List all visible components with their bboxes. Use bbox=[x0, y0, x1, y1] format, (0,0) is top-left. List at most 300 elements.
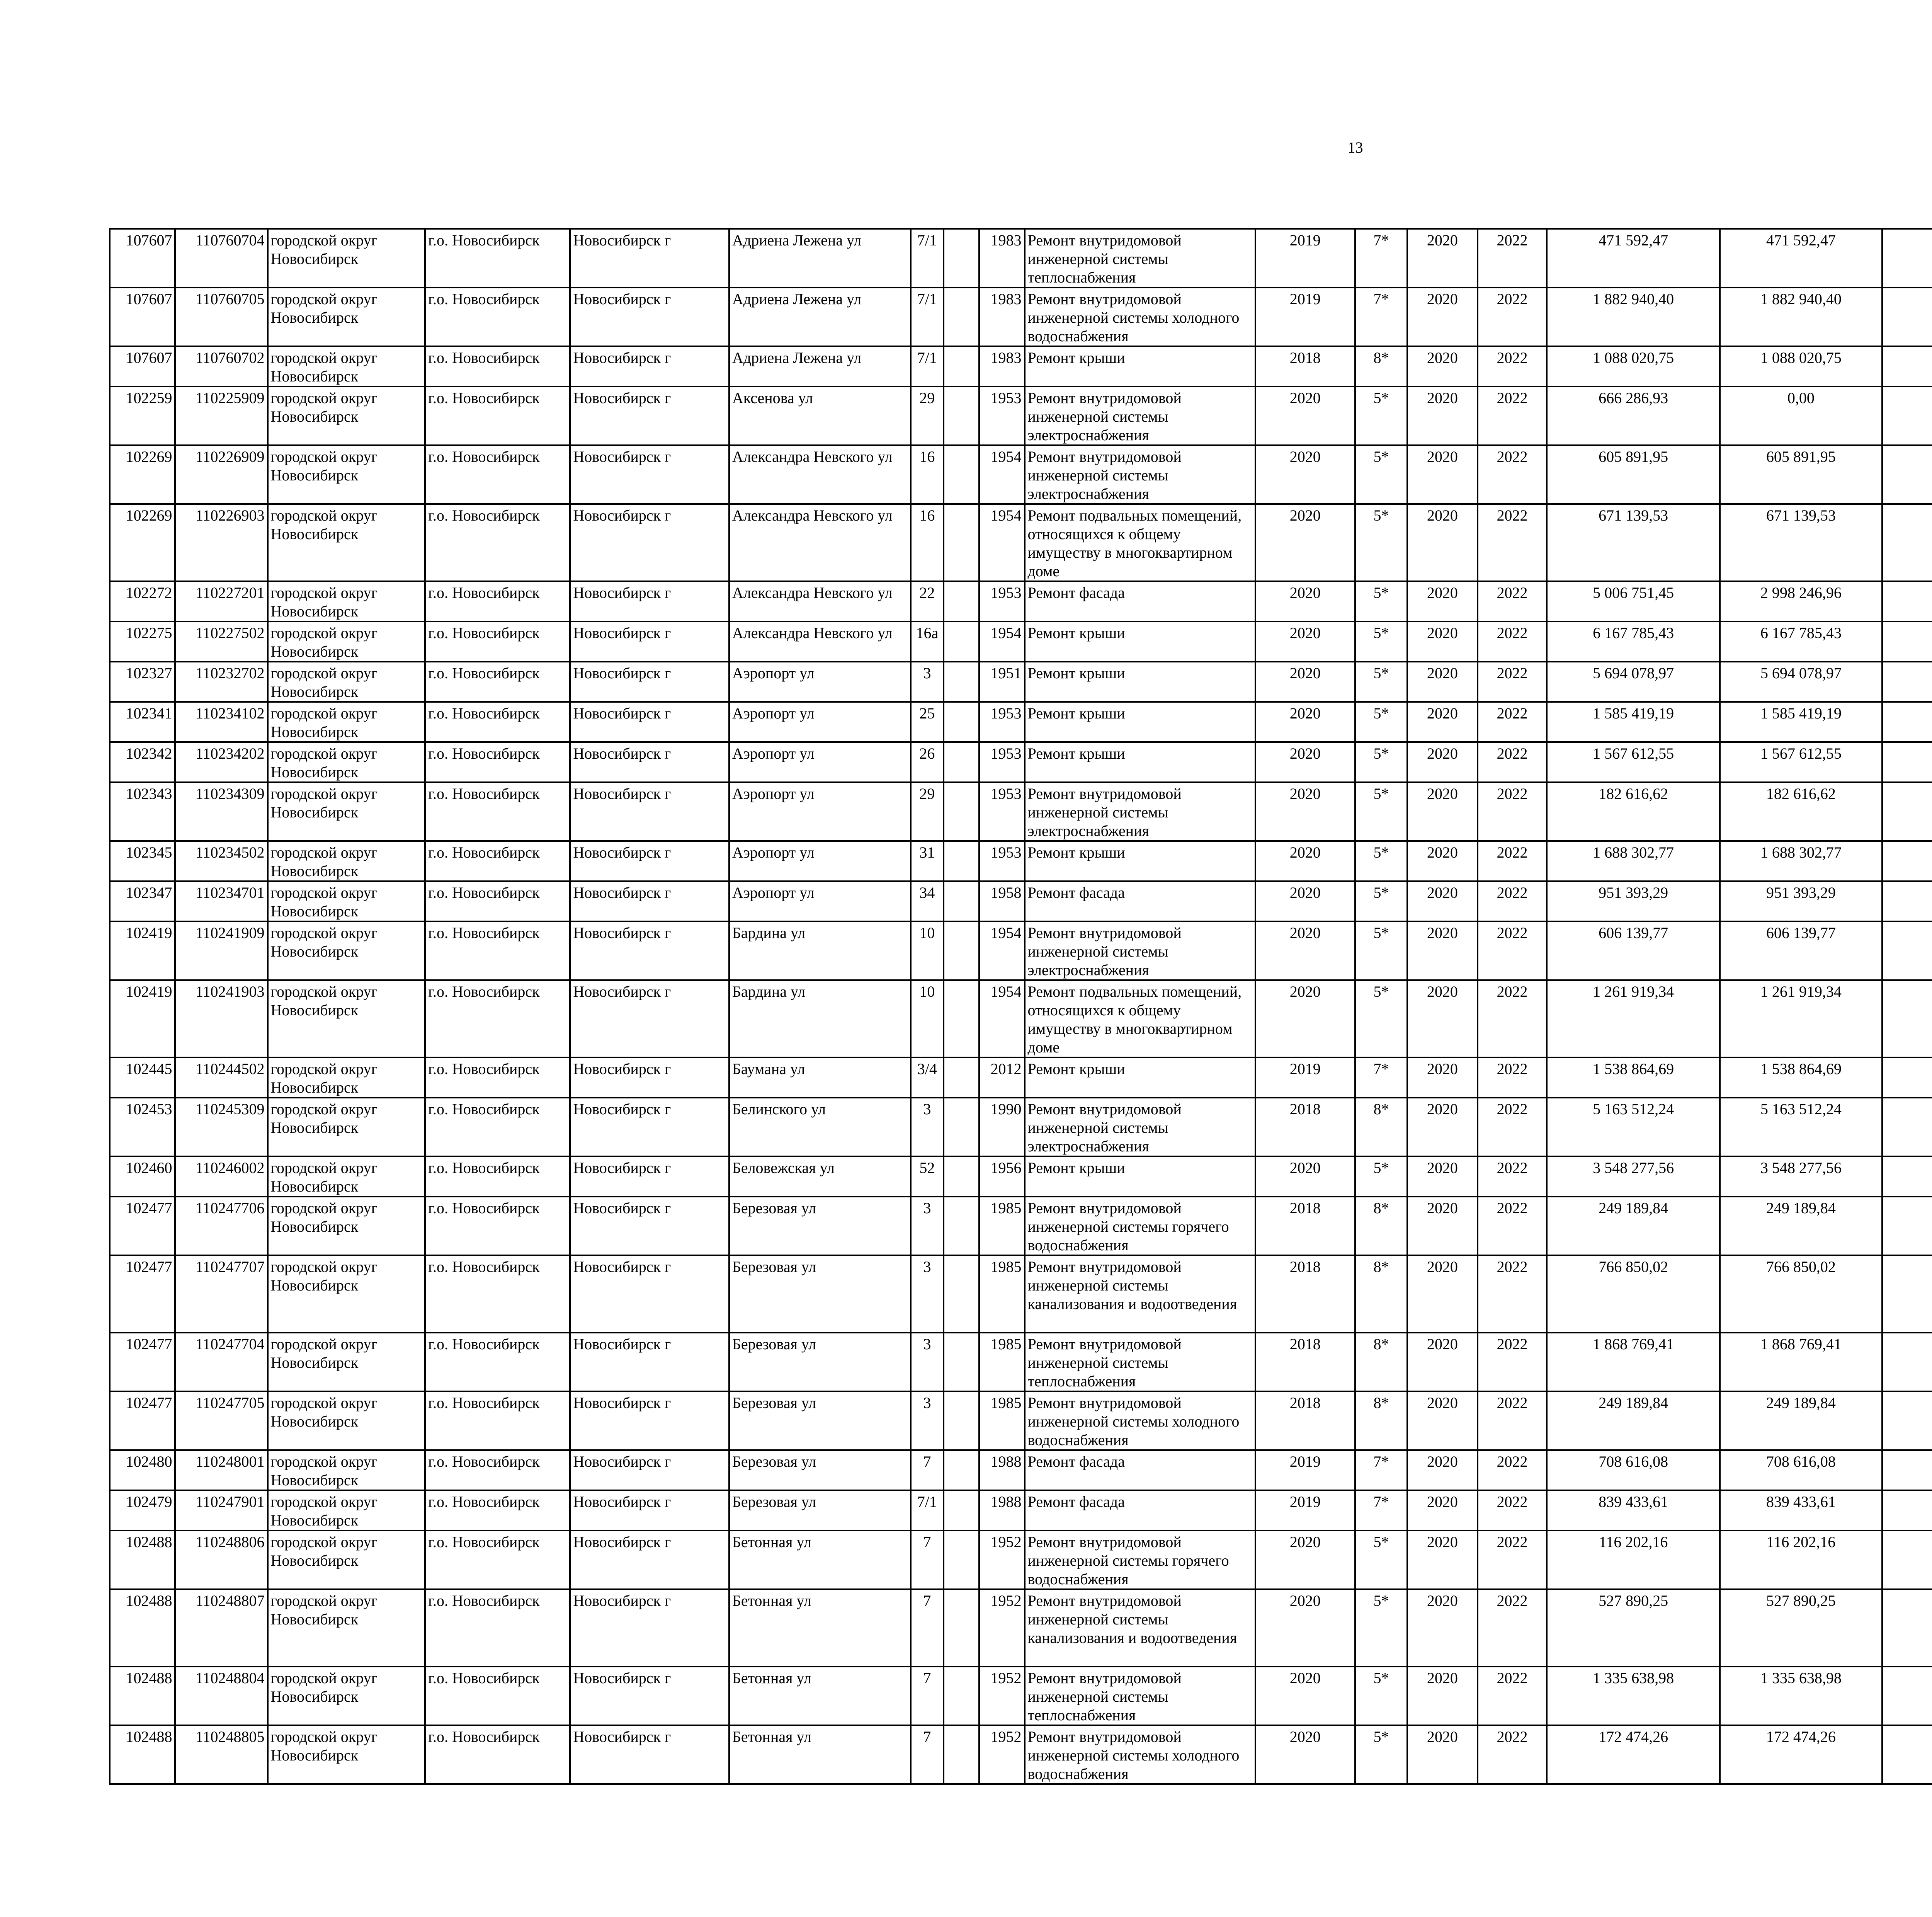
cell-building bbox=[944, 346, 980, 386]
cell-fund-cost: 1 882 940,40 bbox=[1720, 288, 1882, 346]
cell-fund-cost: 182 616,62 bbox=[1720, 782, 1882, 841]
cell-budget-federal bbox=[1882, 881, 1932, 921]
cell-municipality: городской округ Новосибирск bbox=[268, 1255, 425, 1333]
cell-fund-cost: 1 261 919,34 bbox=[1720, 980, 1882, 1057]
cell-work-id: 110232702 bbox=[175, 662, 267, 702]
cell-settlement: Новосибирск г bbox=[570, 1490, 729, 1531]
cell-total-cost: 766 850,02 bbox=[1547, 1255, 1720, 1333]
cell-budget-federal bbox=[1882, 1098, 1932, 1156]
cell-priority: 5* bbox=[1355, 445, 1407, 504]
cell-work-id: 110234102 bbox=[175, 702, 267, 742]
cell-plan-start-year: 2020 bbox=[1407, 1391, 1478, 1450]
cell-street: Баумана ул bbox=[729, 1057, 911, 1098]
cell-budget-federal bbox=[1882, 1450, 1932, 1490]
cell-total-cost: 606 139,77 bbox=[1547, 921, 1720, 980]
cell-plan-start-year: 2020 bbox=[1407, 782, 1478, 841]
cell-building bbox=[944, 1667, 980, 1725]
cell-total-cost: 249 189,84 bbox=[1547, 1391, 1720, 1450]
cell-fund-cost: 839 433,61 bbox=[1720, 1490, 1882, 1531]
cell-street: Аэропорт ул bbox=[729, 742, 911, 782]
cell-inclusion-year: 2020 bbox=[1255, 881, 1355, 921]
cell-fund-cost: 2 998 246,96 bbox=[1720, 581, 1882, 621]
cell-plan-end-year: 2022 bbox=[1478, 445, 1547, 504]
cell-object-id: 102275 bbox=[110, 621, 175, 662]
cell-work-id: 110248001 bbox=[175, 1450, 267, 1490]
cell-object-id: 102419 bbox=[110, 980, 175, 1057]
cell-house-number: 52 bbox=[911, 1156, 944, 1197]
cell-year-built: 1953 bbox=[979, 742, 1024, 782]
cell-budget-federal bbox=[1882, 1333, 1932, 1391]
cell-work-id: 110760704 bbox=[175, 229, 267, 288]
cell-year-built: 1954 bbox=[979, 504, 1024, 581]
cell-year-built: 1956 bbox=[979, 1156, 1024, 1197]
cell-priority: 5* bbox=[1355, 1667, 1407, 1725]
cell-year-built: 1953 bbox=[979, 702, 1024, 742]
cell-building bbox=[944, 662, 980, 702]
cell-street: Бетонная ул bbox=[729, 1667, 911, 1725]
cell-house-number: 34 bbox=[911, 881, 944, 921]
cell-work-id: 110247901 bbox=[175, 1490, 267, 1531]
cell-work-id: 110760705 bbox=[175, 288, 267, 346]
cell-total-cost: 5 006 751,45 bbox=[1547, 581, 1720, 621]
cell-fund-cost: 116 202,16 bbox=[1720, 1531, 1882, 1589]
cell-year-built: 1985 bbox=[979, 1333, 1024, 1391]
cell-total-cost: 839 433,61 bbox=[1547, 1490, 1720, 1531]
cell-building bbox=[944, 742, 980, 782]
cell-settlement: Новосибирск г bbox=[570, 581, 729, 621]
cell-street: Березовая ул bbox=[729, 1255, 911, 1333]
cell-building bbox=[944, 288, 980, 346]
cell-work-id: 110244502 bbox=[175, 1057, 267, 1098]
cell-street: Аэропорт ул bbox=[729, 841, 911, 881]
cell-work-type: Ремонт подвальных помещений, относящихся к общему имуществу в многоквартирном доме bbox=[1025, 504, 1255, 581]
cell-street: Аэропорт ул bbox=[729, 881, 911, 921]
cell-plan-start-year: 2020 bbox=[1407, 702, 1478, 742]
cell-inclusion-year: 2020 bbox=[1255, 1667, 1355, 1725]
cell-total-cost: 182 616,62 bbox=[1547, 782, 1720, 841]
cell-object-id: 102488 bbox=[110, 1667, 175, 1725]
cell-budget-federal bbox=[1882, 386, 1932, 445]
cell-priority: 5* bbox=[1355, 841, 1407, 881]
cell-year-built: 1954 bbox=[979, 980, 1024, 1057]
cell-street: Березовая ул bbox=[729, 1450, 911, 1490]
cell-year-built: 1953 bbox=[979, 386, 1024, 445]
cell-municipal-district: г.о. Новосибирск bbox=[425, 1197, 570, 1255]
cell-plan-end-year: 2022 bbox=[1478, 621, 1547, 662]
cell-budget-federal bbox=[1882, 346, 1932, 386]
cell-municipality: городской округ Новосибирск bbox=[268, 1391, 425, 1450]
cell-year-built: 1954 bbox=[979, 445, 1024, 504]
cell-work-id: 110247705 bbox=[175, 1391, 267, 1450]
cell-building bbox=[944, 1531, 980, 1589]
cell-street: Березовая ул bbox=[729, 1490, 911, 1531]
cell-budget-federal bbox=[1882, 980, 1932, 1057]
cell-municipality: городской округ Новосибирск bbox=[268, 288, 425, 346]
cell-inclusion-year: 2020 bbox=[1255, 386, 1355, 445]
cell-year-built: 1985 bbox=[979, 1255, 1024, 1333]
cell-plan-start-year: 2020 bbox=[1407, 921, 1478, 980]
cell-settlement: Новосибирск г bbox=[570, 881, 729, 921]
table-row bbox=[110, 1725, 1932, 1784]
table-row bbox=[110, 386, 1932, 445]
cell-work-id: 110248806 bbox=[175, 1531, 267, 1589]
cell-municipal-district: г.о. Новосибирск bbox=[425, 581, 570, 621]
cell-budget-federal bbox=[1882, 1531, 1932, 1589]
cell-plan-start-year: 2020 bbox=[1407, 980, 1478, 1057]
cell-fund-cost: 1 688 302,77 bbox=[1720, 841, 1882, 881]
cell-municipal-district: г.о. Новосибирск bbox=[425, 386, 570, 445]
cell-total-cost: 1 567 612,55 bbox=[1547, 742, 1720, 782]
cell-budget-federal bbox=[1882, 445, 1932, 504]
cell-house-number: 29 bbox=[911, 782, 944, 841]
cell-municipal-district: г.о. Новосибирск bbox=[425, 921, 570, 980]
cell-work-type: Ремонт крыши bbox=[1025, 1057, 1255, 1098]
cell-fund-cost: 951 393,29 bbox=[1720, 881, 1882, 921]
cell-settlement: Новосибирск г bbox=[570, 504, 729, 581]
cell-budget-federal bbox=[1882, 1255, 1932, 1333]
cell-object-id: 102342 bbox=[110, 742, 175, 782]
cell-object-id: 107607 bbox=[110, 229, 175, 288]
cell-fund-cost: 605 891,95 bbox=[1720, 445, 1882, 504]
cell-municipal-district: г.о. Новосибирск bbox=[425, 504, 570, 581]
cell-year-built: 1952 bbox=[979, 1725, 1024, 1784]
cell-settlement: Новосибирск г bbox=[570, 1057, 729, 1098]
cell-building bbox=[944, 702, 980, 742]
cell-work-id: 110234701 bbox=[175, 881, 267, 921]
cell-fund-cost: 1 868 769,41 bbox=[1720, 1333, 1882, 1391]
cell-street: Аэропорт ул bbox=[729, 662, 911, 702]
table-row bbox=[110, 581, 1932, 621]
cell-priority: 5* bbox=[1355, 742, 1407, 782]
cell-house-number: 7 bbox=[911, 1589, 944, 1667]
cell-object-id: 102477 bbox=[110, 1391, 175, 1450]
cell-plan-end-year: 2022 bbox=[1478, 1725, 1547, 1784]
cell-house-number: 10 bbox=[911, 980, 944, 1057]
cell-inclusion-year: 2020 bbox=[1255, 1156, 1355, 1197]
cell-street: Бардина ул bbox=[729, 921, 911, 980]
cell-work-id: 110246002 bbox=[175, 1156, 267, 1197]
cell-building bbox=[944, 1450, 980, 1490]
cell-house-number: 7 bbox=[911, 1667, 944, 1725]
cell-street: Адриена Лежена ул bbox=[729, 346, 911, 386]
cell-municipality: городской округ Новосибирск bbox=[268, 1197, 425, 1255]
cell-house-number: 7 bbox=[911, 1531, 944, 1589]
cell-municipal-district: г.о. Новосибирск bbox=[425, 1156, 570, 1197]
cell-plan-start-year: 2020 bbox=[1407, 1197, 1478, 1255]
cell-municipal-district: г.о. Новосибирск bbox=[425, 1725, 570, 1784]
cell-inclusion-year: 2018 bbox=[1255, 346, 1355, 386]
cell-budget-federal bbox=[1882, 921, 1932, 980]
cell-work-id: 110226909 bbox=[175, 445, 267, 504]
cell-work-type: Ремонт внутридомовой инженерной системы теплоснабжения bbox=[1025, 1333, 1255, 1391]
cell-year-built: 1958 bbox=[979, 881, 1024, 921]
cell-priority: 8* bbox=[1355, 1391, 1407, 1450]
cell-fund-cost: 1 335 638,98 bbox=[1720, 1667, 1882, 1725]
cell-year-built: 1988 bbox=[979, 1450, 1024, 1490]
cell-plan-end-year: 2022 bbox=[1478, 1255, 1547, 1333]
cell-budget-federal bbox=[1882, 1197, 1932, 1255]
cell-plan-end-year: 2022 bbox=[1478, 1450, 1547, 1490]
cell-priority: 5* bbox=[1355, 881, 1407, 921]
cell-settlement: Новосибирск г bbox=[570, 1333, 729, 1391]
cell-plan-end-year: 2022 bbox=[1478, 1391, 1547, 1450]
cell-settlement: Новосибирск г bbox=[570, 662, 729, 702]
cell-object-id: 102272 bbox=[110, 581, 175, 621]
cell-total-cost: 5 163 512,24 bbox=[1547, 1098, 1720, 1156]
cell-street: Березовая ул bbox=[729, 1333, 911, 1391]
cell-municipality: городской округ Новосибирск bbox=[268, 1589, 425, 1667]
cell-budget-federal bbox=[1882, 702, 1932, 742]
table-row bbox=[110, 1197, 1932, 1255]
cell-total-cost: 5 694 078,97 bbox=[1547, 662, 1720, 702]
cell-priority: 8* bbox=[1355, 346, 1407, 386]
cell-house-number: 16 bbox=[911, 504, 944, 581]
cell-settlement: Новосибирск г bbox=[570, 782, 729, 841]
cell-priority: 5* bbox=[1355, 581, 1407, 621]
cell-work-type: Ремонт крыши bbox=[1025, 346, 1255, 386]
cell-object-id: 102269 bbox=[110, 445, 175, 504]
cell-inclusion-year: 2019 bbox=[1255, 229, 1355, 288]
cell-fund-cost: 5 163 512,24 bbox=[1720, 1098, 1882, 1156]
cell-plan-end-year: 2022 bbox=[1478, 1156, 1547, 1197]
cell-work-id: 110225909 bbox=[175, 386, 267, 445]
cell-municipality: городской округ Новосибирск bbox=[268, 229, 425, 288]
cell-fund-cost: 606 139,77 bbox=[1720, 921, 1882, 980]
cell-plan-start-year: 2020 bbox=[1407, 581, 1478, 621]
cell-object-id: 102453 bbox=[110, 1098, 175, 1156]
cell-budget-federal bbox=[1882, 1490, 1932, 1531]
cell-year-built: 1954 bbox=[979, 621, 1024, 662]
cell-building bbox=[944, 1156, 980, 1197]
cell-plan-start-year: 2020 bbox=[1407, 445, 1478, 504]
cell-building bbox=[944, 841, 980, 881]
table-body bbox=[110, 229, 1932, 1784]
cell-inclusion-year: 2018 bbox=[1255, 1391, 1355, 1450]
cell-municipal-district: г.о. Новосибирск bbox=[425, 841, 570, 881]
cell-plan-start-year: 2020 bbox=[1407, 1589, 1478, 1667]
cell-work-id: 110248805 bbox=[175, 1725, 267, 1784]
cell-work-type: Ремонт внутридомовой инженерной системы холодного водоснабжения bbox=[1025, 1391, 1255, 1450]
cell-inclusion-year: 2020 bbox=[1255, 662, 1355, 702]
cell-fund-cost: 1 088 020,75 bbox=[1720, 346, 1882, 386]
cell-street: Березовая ул bbox=[729, 1197, 911, 1255]
table-row bbox=[110, 1255, 1932, 1333]
cell-plan-end-year: 2022 bbox=[1478, 1531, 1547, 1589]
cell-inclusion-year: 2018 bbox=[1255, 1255, 1355, 1333]
table-row bbox=[110, 841, 1932, 881]
cell-total-cost: 708 616,08 bbox=[1547, 1450, 1720, 1490]
cell-object-id: 102477 bbox=[110, 1197, 175, 1255]
cell-plan-start-year: 2020 bbox=[1407, 1156, 1478, 1197]
cell-fund-cost: 3 548 277,56 bbox=[1720, 1156, 1882, 1197]
table-row bbox=[110, 1531, 1932, 1589]
cell-inclusion-year: 2020 bbox=[1255, 504, 1355, 581]
cell-object-id: 102480 bbox=[110, 1450, 175, 1490]
cell-budget-federal bbox=[1882, 662, 1932, 702]
cell-plan-start-year: 2020 bbox=[1407, 1255, 1478, 1333]
cell-house-number: 3 bbox=[911, 1391, 944, 1450]
cell-municipality: городской округ Новосибирск bbox=[268, 662, 425, 702]
cell-work-id: 110247704 bbox=[175, 1333, 267, 1391]
cell-object-id: 102259 bbox=[110, 386, 175, 445]
cell-priority: 5* bbox=[1355, 386, 1407, 445]
cell-house-number: 16а bbox=[911, 621, 944, 662]
cell-inclusion-year: 2020 bbox=[1255, 980, 1355, 1057]
cell-building bbox=[944, 1098, 980, 1156]
cell-work-id: 110234502 bbox=[175, 841, 267, 881]
cell-work-type: Ремонт внутридомовой инженерной системы канализования и водоотведения bbox=[1025, 1255, 1255, 1333]
cell-fund-cost: 249 189,84 bbox=[1720, 1197, 1882, 1255]
table-row bbox=[110, 445, 1932, 504]
cell-municipal-district: г.о. Новосибирск bbox=[425, 1589, 570, 1667]
cell-settlement: Новосибирск г bbox=[570, 921, 729, 980]
cell-plan-end-year: 2022 bbox=[1478, 881, 1547, 921]
cell-fund-cost: 1 585 419,19 bbox=[1720, 702, 1882, 742]
cell-municipal-district: г.о. Новосибирск bbox=[425, 1391, 570, 1450]
cell-plan-end-year: 2022 bbox=[1478, 1589, 1547, 1667]
cell-fund-cost: 671 139,53 bbox=[1720, 504, 1882, 581]
cell-municipality: городской округ Новосибирск bbox=[268, 881, 425, 921]
cell-fund-cost: 172 474,26 bbox=[1720, 1725, 1882, 1784]
cell-priority: 5* bbox=[1355, 1725, 1407, 1784]
cell-house-number: 3 bbox=[911, 1098, 944, 1156]
cell-total-cost: 1 088 020,75 bbox=[1547, 346, 1720, 386]
cell-settlement: Новосибирск г bbox=[570, 288, 729, 346]
table-row bbox=[110, 1391, 1932, 1450]
cell-work-type: Ремонт внутридомовой инженерной системы теплоснабжения bbox=[1025, 229, 1255, 288]
cell-house-number: 10 bbox=[911, 921, 944, 980]
cell-year-built: 1990 bbox=[979, 1098, 1024, 1156]
cell-year-built: 1983 bbox=[979, 288, 1024, 346]
table-row bbox=[110, 504, 1932, 581]
cell-street: Адриена Лежена ул bbox=[729, 288, 911, 346]
cell-municipality: городской округ Новосибирск bbox=[268, 1098, 425, 1156]
cell-house-number: 7/1 bbox=[911, 288, 944, 346]
cell-priority: 8* bbox=[1355, 1197, 1407, 1255]
cell-priority: 8* bbox=[1355, 1255, 1407, 1333]
cell-building bbox=[944, 1589, 980, 1667]
cell-municipal-district: г.о. Новосибирск bbox=[425, 445, 570, 504]
cell-municipal-district: г.о. Новосибирск bbox=[425, 1255, 570, 1333]
table-row bbox=[110, 702, 1932, 742]
cell-street: Адриена Лежена ул bbox=[729, 229, 911, 288]
cell-house-number: 3/4 bbox=[911, 1057, 944, 1098]
cell-house-number: 7 bbox=[911, 1725, 944, 1784]
cell-year-built: 1953 bbox=[979, 581, 1024, 621]
table-row bbox=[110, 1490, 1932, 1531]
cell-plan-start-year: 2020 bbox=[1407, 621, 1478, 662]
cell-building bbox=[944, 921, 980, 980]
cell-priority: 7* bbox=[1355, 229, 1407, 288]
cell-fund-cost: 0,00 bbox=[1720, 386, 1882, 445]
page-number: 13 bbox=[1347, 139, 1363, 156]
cell-municipality: городской округ Новосибирск bbox=[268, 386, 425, 445]
cell-fund-cost: 249 189,84 bbox=[1720, 1391, 1882, 1450]
cell-building bbox=[944, 229, 980, 288]
cell-building bbox=[944, 782, 980, 841]
cell-work-type: Ремонт фасада bbox=[1025, 581, 1255, 621]
cell-total-cost: 666 286,93 bbox=[1547, 386, 1720, 445]
cell-priority: 5* bbox=[1355, 504, 1407, 581]
cell-street: Бетонная ул bbox=[729, 1531, 911, 1589]
cell-fund-cost: 527 890,25 bbox=[1720, 1589, 1882, 1667]
cell-year-built: 1953 bbox=[979, 782, 1024, 841]
cell-total-cost: 1 882 940,40 bbox=[1547, 288, 1720, 346]
cell-object-id: 102460 bbox=[110, 1156, 175, 1197]
cell-plan-end-year: 2022 bbox=[1478, 581, 1547, 621]
cell-work-id: 110227502 bbox=[175, 621, 267, 662]
cell-street: Бетонная ул bbox=[729, 1725, 911, 1784]
cell-building bbox=[944, 881, 980, 921]
cell-budget-federal bbox=[1882, 1156, 1932, 1197]
cell-municipality: городской округ Новосибирск bbox=[268, 980, 425, 1057]
cell-total-cost: 6 167 785,43 bbox=[1547, 621, 1720, 662]
cell-budget-federal bbox=[1882, 1057, 1932, 1098]
cell-settlement: Новосибирск г bbox=[570, 1667, 729, 1725]
cell-municipality: городской округ Новосибирск bbox=[268, 1531, 425, 1589]
cell-work-id: 110247707 bbox=[175, 1255, 267, 1333]
cell-work-type: Ремонт внутридомовой инженерной системы теплоснабжения bbox=[1025, 1667, 1255, 1725]
cell-priority: 8* bbox=[1355, 1333, 1407, 1391]
cell-plan-start-year: 2020 bbox=[1407, 229, 1478, 288]
cell-settlement: Новосибирск г bbox=[570, 1450, 729, 1490]
cell-settlement: Новосибирск г bbox=[570, 841, 729, 881]
cell-municipal-district: г.о. Новосибирск bbox=[425, 229, 570, 288]
cell-object-id: 102488 bbox=[110, 1725, 175, 1784]
cell-municipal-district: г.о. Новосибирск bbox=[425, 702, 570, 742]
cell-work-type: Ремонт крыши bbox=[1025, 1156, 1255, 1197]
table-row bbox=[110, 346, 1932, 386]
table-row bbox=[110, 1450, 1932, 1490]
cell-municipality: городской округ Новосибирск bbox=[268, 1490, 425, 1531]
cell-municipality: городской округ Новосибирск bbox=[268, 1667, 425, 1725]
cell-total-cost: 527 890,25 bbox=[1547, 1589, 1720, 1667]
cell-work-type: Ремонт внутридомовой инженерной системы электроснабжения bbox=[1025, 386, 1255, 445]
repair-schedule-table bbox=[109, 228, 1932, 1785]
cell-building bbox=[944, 1490, 980, 1531]
cell-plan-start-year: 2020 bbox=[1407, 1725, 1478, 1784]
cell-budget-federal bbox=[1882, 782, 1932, 841]
table-row bbox=[110, 288, 1932, 346]
cell-municipality: городской округ Новосибирск bbox=[268, 742, 425, 782]
cell-inclusion-year: 2020 bbox=[1255, 621, 1355, 662]
cell-house-number: 7/1 bbox=[911, 1490, 944, 1531]
cell-object-id: 102477 bbox=[110, 1333, 175, 1391]
cell-inclusion-year: 2020 bbox=[1255, 1725, 1355, 1784]
cell-total-cost: 671 139,53 bbox=[1547, 504, 1720, 581]
cell-object-id: 107607 bbox=[110, 288, 175, 346]
cell-priority: 5* bbox=[1355, 1156, 1407, 1197]
cell-municipality: городской округ Новосибирск bbox=[268, 504, 425, 581]
cell-priority: 7* bbox=[1355, 1450, 1407, 1490]
cell-total-cost: 116 202,16 bbox=[1547, 1531, 1720, 1589]
cell-house-number: 7 bbox=[911, 1450, 944, 1490]
cell-work-type: Ремонт фасада bbox=[1025, 1490, 1255, 1531]
cell-inclusion-year: 2020 bbox=[1255, 581, 1355, 621]
cell-house-number: 31 bbox=[911, 841, 944, 881]
cell-municipality: городской округ Новосибирск bbox=[268, 782, 425, 841]
table-row bbox=[110, 1333, 1932, 1391]
cell-fund-cost: 1 538 864,69 bbox=[1720, 1057, 1882, 1098]
cell-object-id: 102327 bbox=[110, 662, 175, 702]
cell-municipality: городской округ Новосибирск bbox=[268, 581, 425, 621]
cell-municipal-district: г.о. Новосибирск bbox=[425, 742, 570, 782]
cell-work-id: 110227201 bbox=[175, 581, 267, 621]
cell-work-id: 110245309 bbox=[175, 1098, 267, 1156]
cell-year-built: 2012 bbox=[979, 1057, 1024, 1098]
cell-object-id: 102343 bbox=[110, 782, 175, 841]
table-row bbox=[110, 980, 1932, 1057]
